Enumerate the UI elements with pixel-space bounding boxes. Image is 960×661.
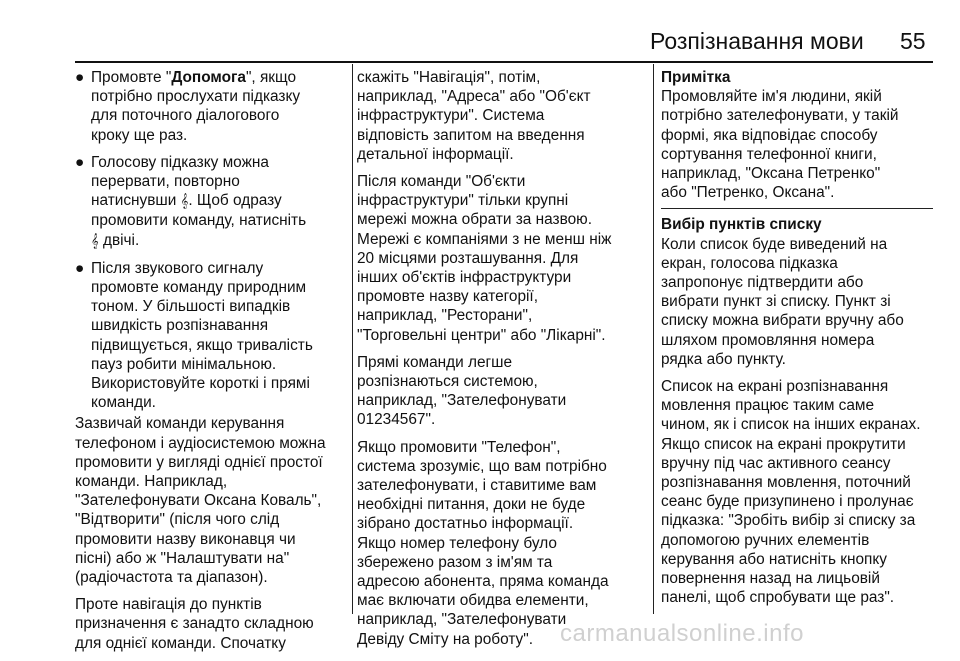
text-line: збережено разом з ім'ям та — [357, 553, 553, 571]
text-line: Прямі команди легше — [357, 353, 513, 371]
text-line: допомогою ручних елементів — [661, 531, 870, 549]
text-line: Після звукового сигналу — [91, 259, 264, 277]
paragraph-commands — [75, 414, 347, 587]
text-line: детальної інформації. — [357, 145, 514, 163]
text-line: наприклад, "Оксана Петренко" — [661, 165, 881, 183]
text-line: має включати обидва елементи, — [357, 592, 589, 610]
text-line: команди. — [91, 394, 156, 412]
text-line: наприклад, "Зателефонувати — [357, 392, 567, 410]
text-line: інфраструктури" тільки крупні — [357, 192, 569, 210]
page-number: 55 — [900, 28, 926, 54]
voice-control-icon: 𝄞 — [180, 194, 189, 210]
help-keyword: Допомога — [171, 69, 246, 86]
text-line: для однієї команди. Спочатку — [75, 634, 286, 652]
text-line: промовте команду природним — [91, 279, 307, 297]
text-line: промовити у вигляді однієї простої — [75, 453, 323, 471]
bullet-dot-icon: ● — [75, 153, 85, 171]
text-line: скажіть "Навігація", потім, — [357, 69, 541, 86]
text-line: швидкість розпізнавання — [91, 317, 269, 335]
text-line: Після команди "Об'єкти — [357, 173, 526, 191]
bullet-interrupt — [75, 153, 347, 251]
text-line: керування або натисніть кнопку — [661, 550, 887, 568]
text-line: потрібно прослухати підказку — [91, 88, 301, 106]
column-1 — [75, 64, 347, 661]
text-line: розпізнаються системою, — [357, 373, 538, 391]
text-line: необхідні питання, доки не буде — [357, 496, 586, 514]
text-line: наприклад, "Ресторани", — [357, 307, 533, 325]
bullet-dot-icon: ● — [75, 69, 85, 86]
voice-control-icon: 𝄞 — [91, 233, 99, 249]
text-line: пісні) або ж "Налаштувати на" — [75, 549, 290, 567]
note-title: Примітка — [661, 69, 731, 86]
bullet-natural-tone — [75, 259, 347, 413]
text-line: пауз робити мінімальною. — [91, 355, 277, 373]
text-line: наприклад, "Адреса" або "Об'єкт — [357, 88, 591, 106]
text-line: інших об'єктів інфраструктури — [357, 269, 572, 287]
text-line: промовте назву категорії, — [357, 288, 538, 306]
text-line: промовити назву виконавця чи — [75, 530, 296, 548]
text-line: "Відтворити" (після чого слід — [75, 511, 280, 529]
header-rule — [75, 61, 933, 63]
column-2 — [357, 64, 633, 657]
text-line: панелі, щоб спробувати ще раз". — [661, 589, 895, 607]
text-line: 𝄞 двічі. — [91, 231, 140, 249]
text-line: запропонує підтвердити або — [661, 274, 864, 292]
text-line: Промовте "Допомога", якщо — [91, 69, 297, 86]
text-line: перервати, повторно — [91, 173, 240, 191]
text-line: телефоном і аудіосистемою можна — [75, 434, 326, 452]
text-line: призначення є занадто складною — [75, 615, 314, 633]
text-line: формі, яка відповідає способу — [661, 126, 878, 144]
paragraph-say-navigation — [357, 68, 633, 164]
column-divider-2 — [653, 64, 654, 614]
text-line: для поточного діалогового — [91, 107, 280, 125]
text-line: або "Петренко, Оксана". — [661, 184, 835, 202]
text-line: 20 місцями розташування. Для — [357, 249, 579, 267]
text-line: чином, як і список на інших екранах. — [661, 416, 921, 434]
text-line: екран, голосова підказка — [661, 254, 838, 272]
text-line: Промовляйте ім'я людини, якій — [661, 88, 882, 106]
text-line: зібрано достатньо інформації. — [357, 515, 574, 533]
text-line: (радіочастота та діапазон). — [75, 569, 268, 587]
text-line: Девіду Сміту на роботу". — [357, 630, 533, 648]
text-line: Використовуйте короткі і прямі — [91, 375, 310, 393]
text-line: вибрати пункт зі списку. Пункт зі — [661, 293, 891, 311]
text-line: шляхом промовляння номера — [661, 331, 875, 349]
text-line: розпізнавання мовлення, поточний — [661, 474, 911, 492]
text-line: сортування телефонної книги, — [661, 145, 877, 163]
text-line: Список на екрані розпізнавання — [661, 378, 889, 396]
text-line: Мережі є компаніями з не менш ніж — [357, 230, 612, 248]
text-line: система зрозуміє, що вам потрібно — [357, 457, 607, 475]
text-line: повернення назад на лицьовій — [661, 570, 880, 588]
column-divider-1 — [352, 64, 353, 614]
note-box — [661, 68, 933, 202]
paragraph-poi — [357, 172, 633, 345]
column-3 — [661, 64, 933, 615]
paragraph-navigation — [75, 595, 347, 653]
paragraph-phone — [357, 438, 633, 649]
text-line: натиснувши 𝄞. Щоб одразу — [91, 192, 282, 210]
text-line: Голосову підказку можна — [91, 153, 269, 171]
text-line: адресою абонента, пряма команда — [357, 573, 609, 591]
text-line: мережі можна обрати за назвою. — [357, 211, 592, 229]
text-line: підвищується, якщо тривалість — [91, 336, 313, 354]
watermark: carmanualsonline.info — [560, 620, 804, 647]
text-line: Якщо номер телефону було — [357, 534, 557, 552]
paragraph-direct-commands — [357, 353, 633, 430]
text-line: Якщо список на екрані прокрутити — [661, 435, 906, 453]
text-line: команди. Наприклад, — [75, 473, 228, 491]
text-line: промовити команду, натисніть — [91, 212, 307, 230]
text-line: 01234567". — [357, 411, 436, 429]
text-line: Проте навігація до пунктів — [75, 596, 262, 614]
bullet-help — [75, 68, 347, 145]
text-line: "Торговельні центри" або "Лікарні". — [357, 326, 606, 344]
text-line: Зазвичай команди керування — [75, 415, 285, 433]
text-line: Якщо промовити "Телефон", — [357, 438, 561, 456]
text-line: потрібно зателефонувати, у такій — [661, 107, 899, 125]
paragraph-list-screen — [661, 377, 933, 607]
text-line: вручну під час активного сеансу — [661, 454, 891, 472]
text-line: мовлення працює таким саме — [661, 397, 875, 415]
text-line: кроку ще раз. — [91, 126, 188, 144]
text-line: списку можна вибрати вручну або — [661, 312, 904, 330]
text-line: Коли список буде виведений на — [661, 235, 888, 253]
note-rule — [661, 208, 933, 209]
text-line: тоном. У більшості випадків — [91, 298, 291, 316]
text-line: підказка: "Зробіть вибір зі списку за — [661, 512, 916, 530]
text-line: "Зателефонувати Оксана Коваль", — [75, 492, 322, 510]
text-line: зателефонувати, і ставитиме вам — [357, 477, 597, 495]
text-line: сеанс буде призупинено і пролунає — [661, 493, 914, 511]
section-heading: Вибір пунктів списку — [661, 216, 822, 234]
section-list-selection — [661, 215, 933, 369]
text-line: інфраструктури". Система — [357, 107, 545, 125]
page-title: Розпізнавання мови — [650, 28, 864, 54]
text-line: відповість запитом на введення — [357, 126, 585, 144]
bullet-dot-icon: ● — [75, 259, 85, 277]
text-line: наприклад, "Зателефонувати — [357, 611, 567, 629]
text-line: рядка або пункту. — [661, 350, 786, 368]
